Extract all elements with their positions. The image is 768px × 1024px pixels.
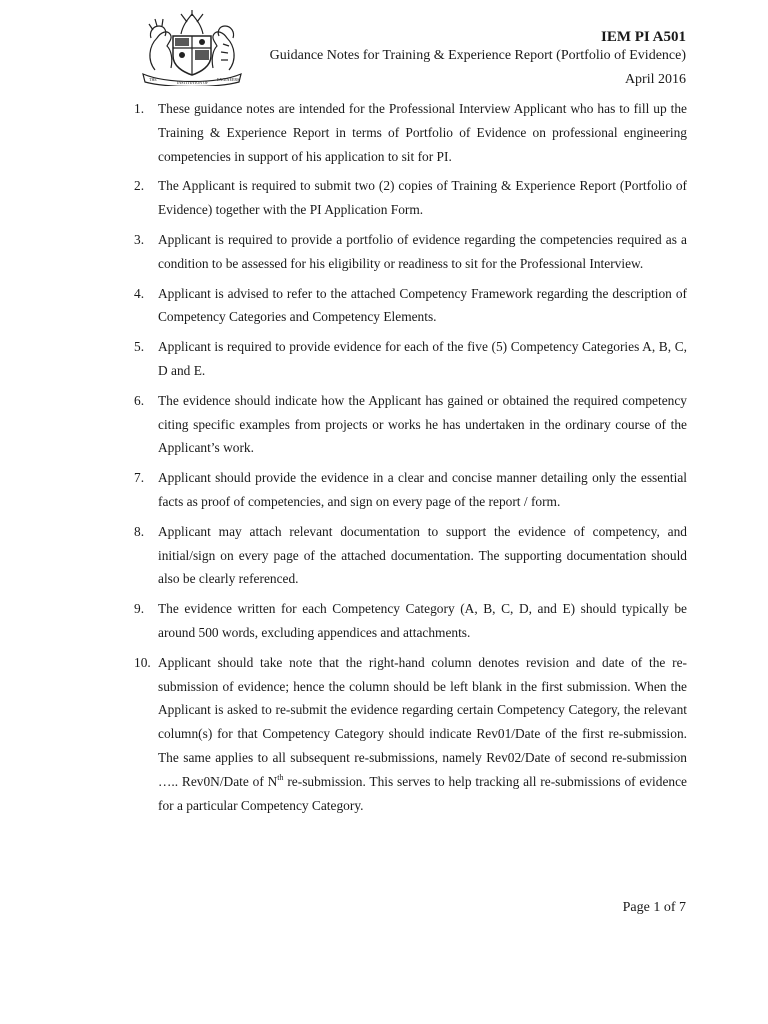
document-code: IEM PI A501 [600,29,686,45]
document-subtitle: Guidance Notes for Training & Experience Report (Portfolio of Evidence) [269,48,686,63]
list-item [134,228,687,276]
note-text: Applicant should provide the evidence in a clear and concise manner detailing only the essential facts as proof of competencies, and sign on every page of the report / form. [158,470,687,509]
note-text: These guidance notes are intended for the Professional Interview Applicant who has to fill up the Training & Experience Report in terms of Portfolio of Evidence on professional engineering competencies in support of his application to sit for PI. [158,101,687,164]
note-number: 2. [134,178,145,194]
note-text: Applicant is required to provide evidence for each of the five (5) Competency Categories A, B, C, D and E. [158,339,687,378]
document-date: April 2016 [624,72,686,87]
crest-ribbon-text-left: THE [149,77,157,82]
note-text [158,655,687,813]
note-number: 8. [134,523,145,539]
note-text: Applicant may attach relevant documentation to support the evidence of competency, and initial/sign on every page of the attached documentation. The supporting documentation should also be clearly referenced. [158,523,687,587]
list-item [134,597,687,645]
crest-ribbon-text-middle: INSTITUTION OF [177,80,209,85]
note-text: The Applicant is required to submit two (2) copies of Training & Experience Report (Portfolio of Evidence) together with the PI Application Form. [158,178,687,218]
iem-crest-logo [137,8,247,86]
note-number: 6. [134,392,145,408]
document-header [270,29,686,88]
note-superscript: th [277,772,284,782]
page-number: Page 1 of 7 [622,900,686,915]
list-item [134,335,687,383]
list-item [134,389,687,460]
note-text-part1: Applicant should take note that the right-hand column denotes revision and date of the re-submission of evidence; hence the column should be left blank in the first submission. When the Applicant is asked to re-submit the evidence regarding certain Competency Category, the relevant column(s) for that Competency Category should indicate Rev01/Date of the first re-submission. The same applies to all subsequent re-submissions, namely Rev02/Date of second re-submission ….. Rev0N/Date of N [158,654,687,789]
note-number: 9. [134,601,145,617]
list-item [134,651,687,818]
note-number: 1. [134,101,145,116]
list-item [134,520,687,591]
note-number: 4. [134,285,145,301]
note-text: Applicant is advised to refer to the attached Competency Framework regarding the description of Competency Categories and Competency Elements. [158,285,687,325]
list-item [134,174,687,222]
guidance-notes-list [134,97,687,823]
note-number: 3. [134,231,145,247]
list-item [134,97,687,168]
list-item [134,466,687,514]
crest-ribbon-text-right: ENGINEERS [217,77,240,82]
note-text: Applicant is required to provide a portfolio of evidence regarding the competencies required as a condition to be assessed for his eligibility or readiness to sit for the Professional Interview. [158,231,687,271]
note-text-part2: re-submission. This serves to help tracking all re-submissions of evidence for a particular Competency Category. [158,773,687,813]
note-text: The evidence written for each Competency Category (A, B, C, D, and E) should typically be around 500 words, excluding appendices and attachments. [158,601,687,640]
note-number: 7. [134,470,145,486]
note-number: 10. [134,654,151,670]
note-number: 5. [134,339,145,355]
note-text: The evidence should indicate how the Applicant has gained or obtained the required competency citing specific examples from projects or works he has undertaken in the ordinary course of the Applicant’s work. [158,392,687,456]
list-item [134,282,687,330]
